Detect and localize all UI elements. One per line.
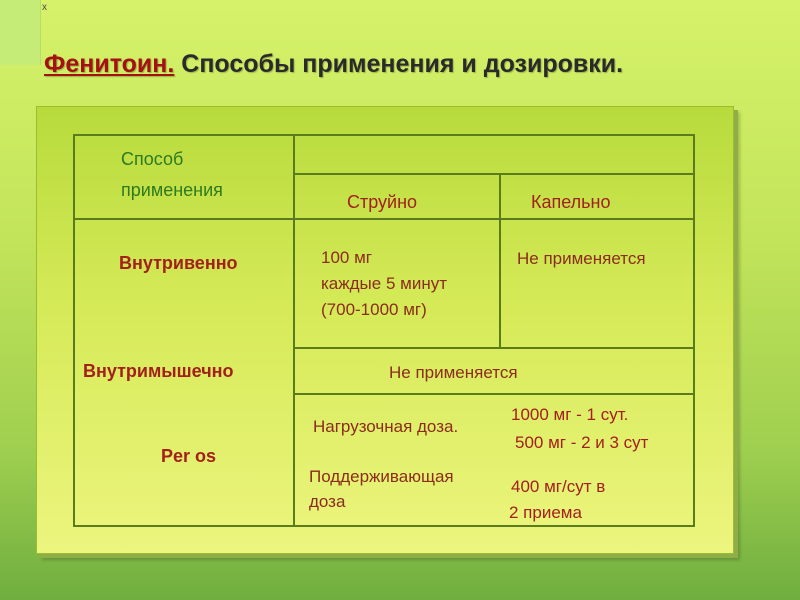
header-subdivider (293, 173, 695, 175)
table-panel (36, 106, 734, 554)
oral-maintenance-line2: доза (309, 492, 346, 511)
title-subject: Способы применения и дозировки. (181, 50, 624, 78)
table-border-right (693, 134, 695, 527)
iv-row-bottom-line (293, 347, 695, 349)
table-border-top (73, 134, 695, 136)
table-border-left (73, 134, 75, 527)
oral-maintenance-line1: Поддерживающая (309, 467, 454, 486)
slide-title (44, 50, 623, 79)
oral-loading-line1: 1000 мг - 1 сут. (511, 405, 629, 424)
im-value: Не применяется (389, 363, 518, 382)
iv-bolus-line2: каждые 5 минут (321, 274, 447, 293)
header-drip: Капельно (531, 192, 611, 212)
oral-maintenance-value1: 400 мг/сут в (511, 477, 606, 496)
oral-maintenance-value2: 2 приема (509, 503, 582, 522)
header-bolus: Струйно (347, 192, 418, 212)
header-bottom-line (73, 218, 695, 220)
iv-bolus-drip-divider (499, 218, 501, 349)
row-label-iv: Внутривенно (119, 253, 238, 273)
header-method-line2: применения (121, 180, 223, 200)
iv-bolus-line3: (700-1000 мг) (321, 300, 427, 319)
oral-loading-line2: 500 мг - 2 и 3 сут (515, 433, 649, 452)
title-drug-name: Фенитоин. (44, 50, 175, 78)
im-row-bottom-line (293, 393, 695, 395)
header-method-line1: Способ (121, 149, 184, 169)
header-bolus-drip-divider (499, 173, 501, 220)
row-label-oral: Per os (161, 446, 217, 466)
corner-mark: x (42, 2, 47, 13)
iv-bolus-line1: 100 мг (321, 248, 372, 267)
oral-loading-label: Нагрузочная доза. (313, 417, 459, 436)
table-column-divider (293, 134, 295, 527)
row-label-im: Внутримышечно (83, 361, 234, 381)
table-border-bottom (73, 525, 695, 527)
iv-drip-value: Не применяется (517, 249, 646, 268)
corner-accent (0, 0, 41, 65)
